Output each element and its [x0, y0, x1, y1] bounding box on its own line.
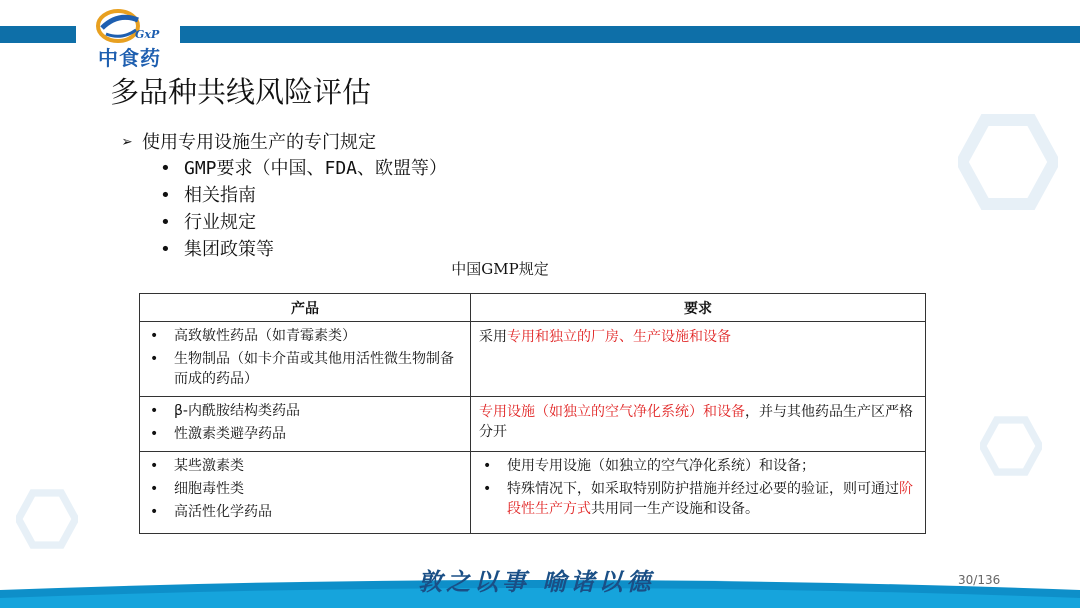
hexagon-decoration-icon	[980, 415, 1042, 477]
list-item	[479, 456, 919, 476]
list-item-text: 集团政策等	[184, 239, 274, 260]
requirement-cell	[471, 322, 926, 397]
section-heading	[122, 128, 376, 154]
bullet-dot-icon: •	[150, 458, 159, 474]
column-header-product: 产品	[140, 294, 471, 322]
hexagon-decoration-icon	[16, 488, 78, 550]
product-text: 细胞毒性类	[174, 481, 244, 497]
page-number: 30/136	[958, 573, 1001, 587]
list-item	[146, 401, 464, 421]
list-item	[146, 479, 464, 499]
requirement-item	[507, 456, 815, 476]
list-item	[146, 349, 464, 389]
list-item	[146, 424, 464, 444]
logo-brand-text: 中食药	[98, 46, 161, 70]
bullet-dot-icon: •	[150, 426, 159, 442]
requirement-text: 采用	[479, 329, 507, 345]
requirement-cell	[471, 452, 926, 534]
product-text: 高致敏性药品（如青霉素类）	[174, 328, 356, 344]
list-item	[479, 479, 919, 519]
product-cell	[140, 397, 471, 452]
table-row	[140, 397, 926, 452]
table-caption: 中国GMP规定	[451, 260, 549, 278]
requirement-text: ，并与其他药品生产区严格分开	[479, 404, 913, 440]
requirement-text: 使用专用设施（如独立的空气净化系统）和设备；	[507, 458, 815, 474]
list-item	[160, 209, 447, 236]
requirement-text: 特殊情况下，如采取特别防护措施并经过必要的验证，则可通过	[507, 481, 899, 497]
bullet-dot-icon: •	[150, 351, 159, 367]
footer-slogan: 敦之以事 喻诸以德	[418, 567, 655, 596]
product-text: 某些激素类	[174, 458, 244, 474]
product-text: 生物制品（如卡介苗或其他用活性微生物制备而成的药品）	[174, 351, 454, 387]
header-bar-right	[180, 26, 1080, 43]
list-item	[146, 502, 464, 522]
arrow-bullet-icon: ➢	[122, 132, 133, 153]
column-header-requirement: 要求	[471, 294, 926, 322]
product-text: β-内酰胺结构类药品	[174, 403, 300, 419]
bullet-dot-icon: •	[150, 481, 159, 497]
page-title: 多品种共线风险评估	[110, 75, 372, 109]
list-item	[146, 456, 464, 476]
list-item-text: 相关指南	[184, 185, 256, 206]
list-item	[146, 326, 464, 346]
bullet-dot-icon: •	[150, 328, 159, 344]
list-item	[160, 155, 447, 182]
bullet-dot-icon: •	[150, 504, 159, 520]
section-heading-text: 使用专用设施生产的专门规定	[142, 132, 376, 153]
requirement-highlight: 阶段性生产方式	[507, 481, 913, 517]
bullet-dot-icon: •	[483, 481, 492, 497]
list-item-text: GMP要求（中国、FDA、欧盟等）	[184, 158, 448, 179]
bullet-dot-icon: •	[160, 239, 171, 260]
bullet-dot-icon: •	[150, 403, 159, 419]
requirement-highlight: 专用和独立的厂房、生产设施和设备	[507, 329, 731, 345]
product-text: 高活性化学药品	[174, 504, 272, 520]
table-header-row	[140, 294, 926, 322]
product-cell	[140, 322, 471, 397]
gmp-requirements-table	[139, 293, 926, 534]
list-item-text: 行业规定	[184, 212, 256, 233]
table-row	[140, 452, 926, 534]
bullet-dot-icon: •	[160, 158, 171, 179]
product-text: 性激素类避孕药品	[174, 426, 286, 442]
bullet-dot-icon: •	[160, 185, 171, 206]
list-item	[160, 182, 447, 209]
bullet-dot-icon: •	[160, 212, 171, 233]
logo-gxp-text: GxP	[135, 28, 160, 41]
product-cell	[140, 452, 471, 534]
requirement-text: 共用同一生产设施和设备。	[591, 501, 759, 517]
bullet-dot-icon: •	[483, 458, 492, 474]
requirement-item	[507, 479, 919, 519]
hexagon-decoration-icon	[958, 112, 1058, 212]
requirement-source-list	[160, 155, 447, 263]
requirement-highlight: 专用设施（如独立的空气净化系统）和设备	[479, 404, 745, 420]
requirement-cell	[471, 397, 926, 452]
table-row	[140, 322, 926, 397]
header-bar-left	[0, 26, 76, 43]
